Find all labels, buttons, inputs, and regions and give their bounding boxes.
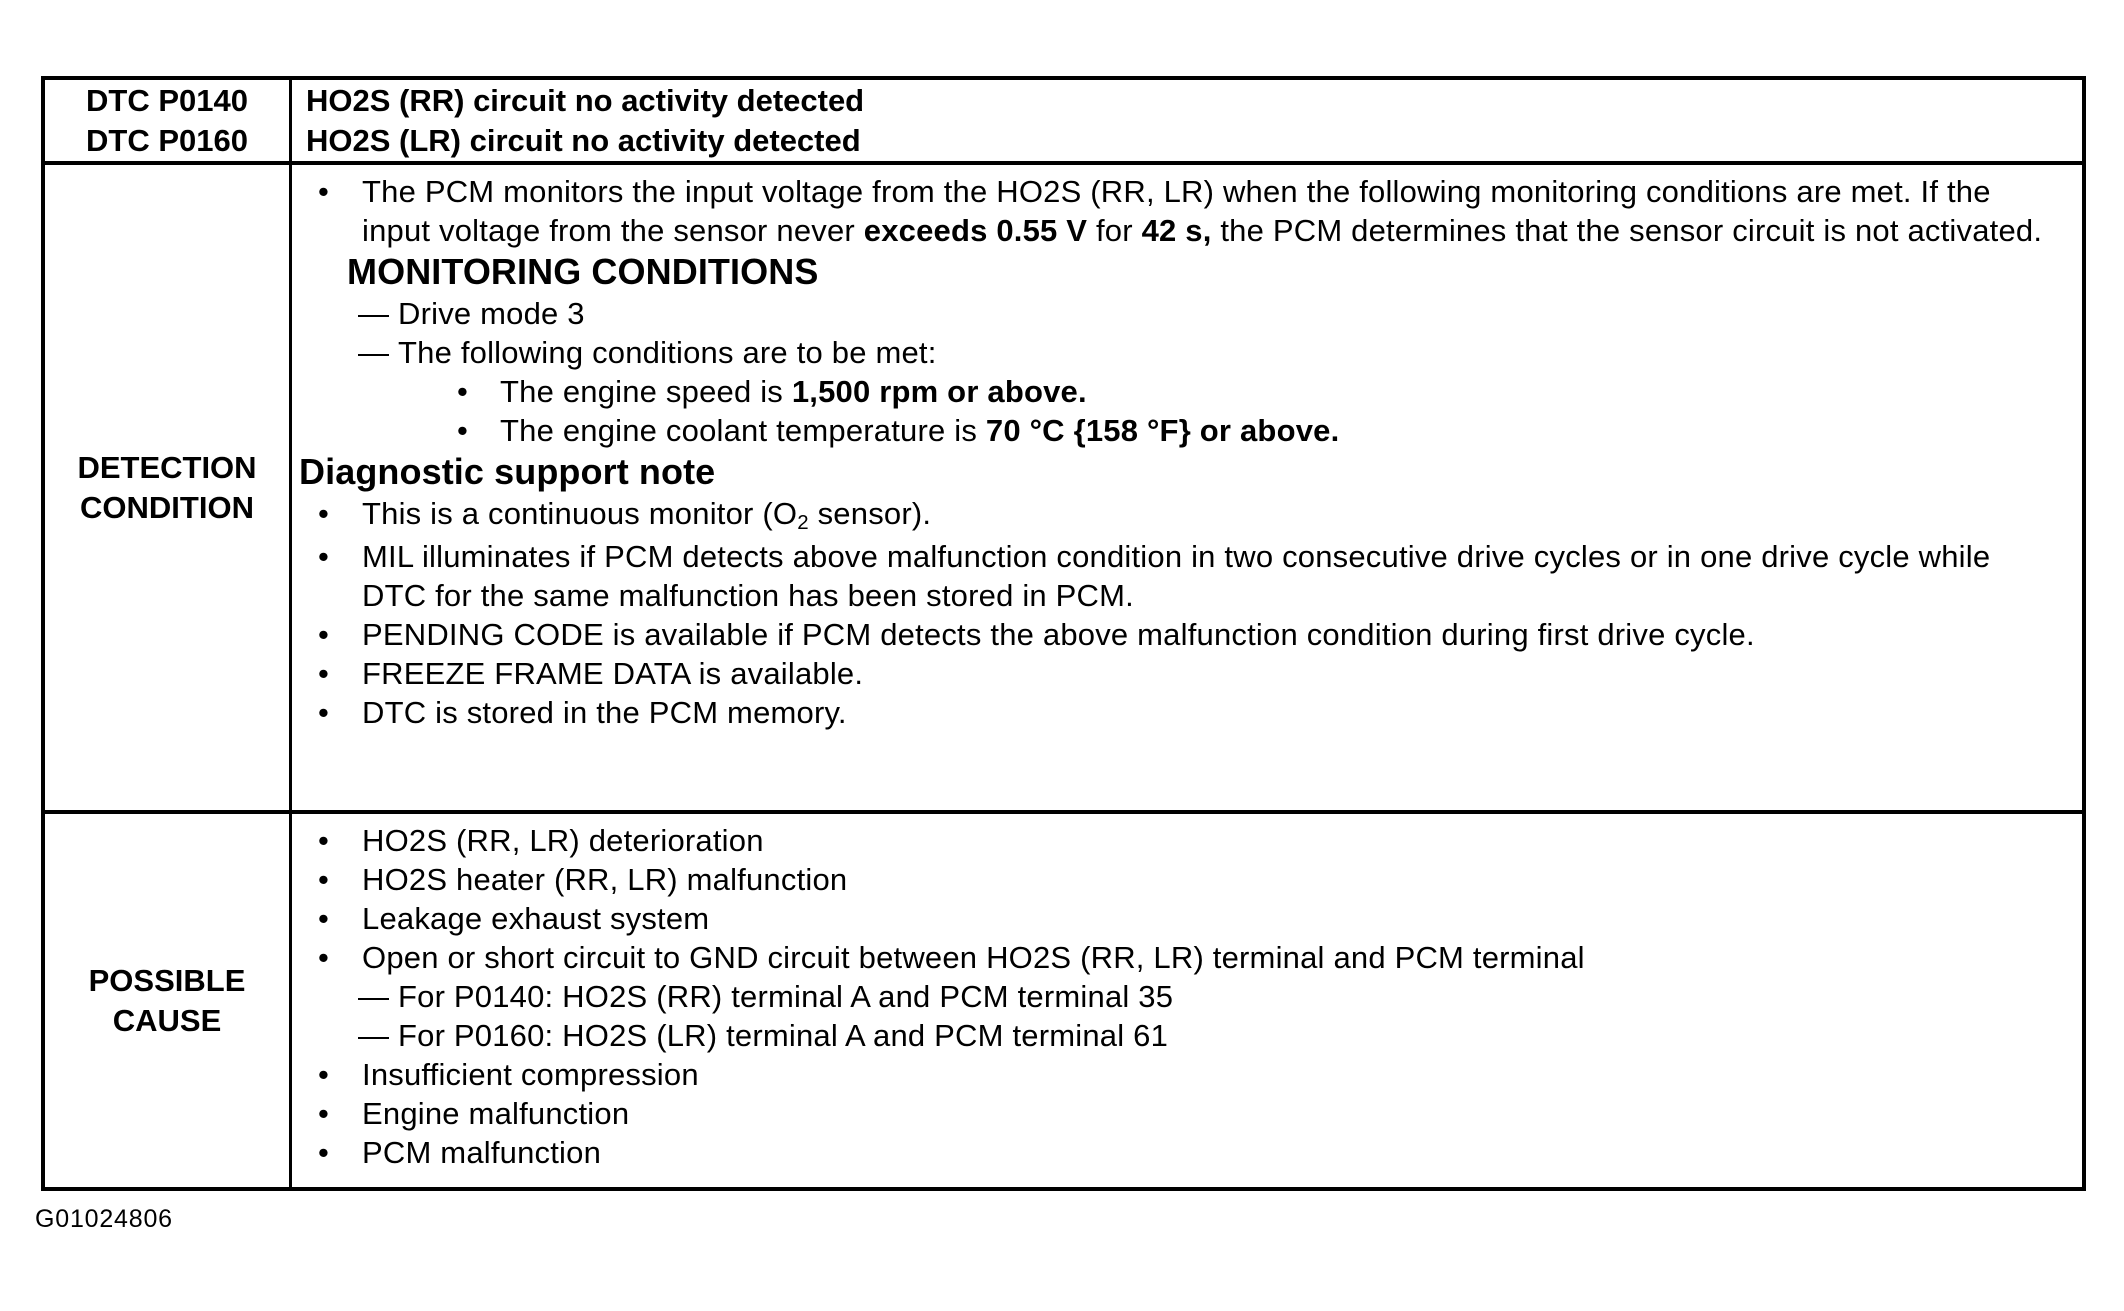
dtc-description-cell — [292, 80, 2082, 161]
text-line: DETECTION — [77, 449, 257, 485]
dash-marker: — — [358, 979, 390, 1014]
text-line: CAUSE — [112, 1002, 222, 1038]
bullet-marker: • — [318, 1096, 330, 1131]
bullet-marker: • — [318, 656, 330, 691]
content-line-bullet — [292, 938, 2062, 977]
text-line: DTC P0160 — [86, 122, 248, 158]
possible-cause-row — [45, 814, 2082, 1187]
content-line-bullet — [292, 860, 2062, 899]
text-line: HO2S (RR) circuit no activity detected — [306, 82, 865, 118]
line-text: HO2S heater (RR, LR) malfunction — [362, 862, 848, 897]
text-line: CONDITION — [80, 489, 254, 525]
line-text: The engine coolant temperature is 70 °C {158 °F} or above. — [500, 413, 1340, 448]
line-text: PCM malfunction — [362, 1135, 602, 1170]
content-line-bullet — [292, 899, 2062, 938]
content-line-bullet — [292, 1055, 2062, 1094]
line-text: PENDING CODE is available if PCM detects the above malfunction condition during first drive cycle. — [362, 617, 1755, 652]
line-text: HO2S (RR, LR) deterioration — [362, 823, 764, 858]
detection-condition-row — [45, 165, 2082, 814]
line-text: Engine malfunction — [362, 1096, 630, 1131]
content-line-bullet — [292, 821, 2062, 860]
bullet-marker: • — [318, 1135, 330, 1170]
line-text: DTC is stored in the PCM memory. — [362, 695, 847, 730]
line-text: Leakage exhaust system — [362, 901, 710, 936]
content-line-bullet — [292, 615, 2062, 654]
line-text: The engine speed is 1,500 rpm or above. — [500, 374, 1087, 409]
dash-marker: — — [358, 1018, 390, 1053]
text-line: DTC P0140 — [86, 82, 248, 118]
bullet-marker: • — [318, 823, 330, 858]
content-line-bullet — [292, 537, 2062, 615]
dash-marker: — — [358, 296, 390, 331]
line-text: MONITORING CONDITIONS — [347, 251, 819, 292]
line-text: For P0160: HO2S (LR) terminal A and PCM terminal 61 — [398, 1018, 1169, 1053]
detection-condition-label — [45, 165, 292, 810]
content-line-dash — [292, 977, 2062, 1016]
bullet-marker: • — [318, 174, 330, 209]
content-line-h1 — [292, 250, 2062, 294]
possible-cause-content — [292, 814, 2082, 1187]
content-line-bullet — [292, 654, 2062, 693]
line-text: Insufficient compression — [362, 1057, 699, 1092]
content-line-bullet — [292, 1094, 2062, 1133]
figure-id: G01024806 — [35, 1205, 173, 1233]
dtc-table — [41, 76, 2086, 1191]
content-line-dash — [292, 1016, 2062, 1055]
line-text: Open or short circuit to GND circuit between HO2S (RR, LR) terminal and PCM terminal — [362, 940, 1585, 975]
possible-cause-label — [45, 814, 292, 1187]
bullet-marker: • — [318, 1057, 330, 1092]
line-text: This is a continuous monitor (O2 sensor). — [362, 496, 932, 534]
bullet-marker: • — [318, 617, 330, 652]
text-line: POSSIBLE — [88, 962, 246, 998]
content-line-bullet — [292, 172, 2062, 250]
bullet-marker: • — [318, 940, 330, 975]
line-text: Drive mode 3 — [398, 296, 585, 331]
text-line: HO2S (LR) circuit no activity detected — [306, 122, 861, 158]
content-line-bullet — [292, 693, 2062, 732]
line-text: For P0140: HO2S (RR) terminal A and PCM terminal 35 — [398, 979, 1174, 1014]
bullet-marker: • — [318, 695, 330, 730]
content-line-sub — [292, 372, 2062, 411]
content-line-h0 — [292, 450, 2062, 494]
line-text: The following conditions are to be met: — [398, 335, 937, 370]
line-text: The PCM monitors the input voltage from the HO2S (RR, LR) when the following monitoring conditions are met. If the input voltage from the sensor never exceeds 0.55 V for 42 s, the PCM determines that the sensor circuit is not activated. — [362, 174, 2043, 248]
content-line-dash — [292, 333, 2062, 372]
line-text: FREEZE FRAME DATA is available. — [362, 656, 864, 691]
line-text: MIL illuminates if PCM detects above malfunction condition in two consecutive drive cycles or in one drive cycle while DTC for the same malfunction has been stored in PCM. — [362, 539, 1991, 613]
dash-marker: — — [358, 335, 390, 370]
content-line-dash — [292, 294, 2062, 333]
content-line-sub — [292, 411, 2062, 450]
dtc-header-row — [45, 80, 2082, 165]
bullet-marker: • — [318, 539, 330, 574]
bullet-marker: • — [318, 862, 330, 897]
bullet-marker: • — [457, 374, 469, 409]
bullet-marker: • — [318, 496, 330, 531]
bullet-marker: • — [318, 901, 330, 936]
content-line-bullet — [292, 494, 2062, 537]
dtc-code-cell — [45, 80, 292, 161]
line-text: Diagnostic support note — [299, 451, 716, 492]
content-line-bullet — [292, 1133, 2062, 1172]
detection-condition-content — [292, 165, 2082, 810]
bullet-marker: • — [457, 413, 469, 448]
